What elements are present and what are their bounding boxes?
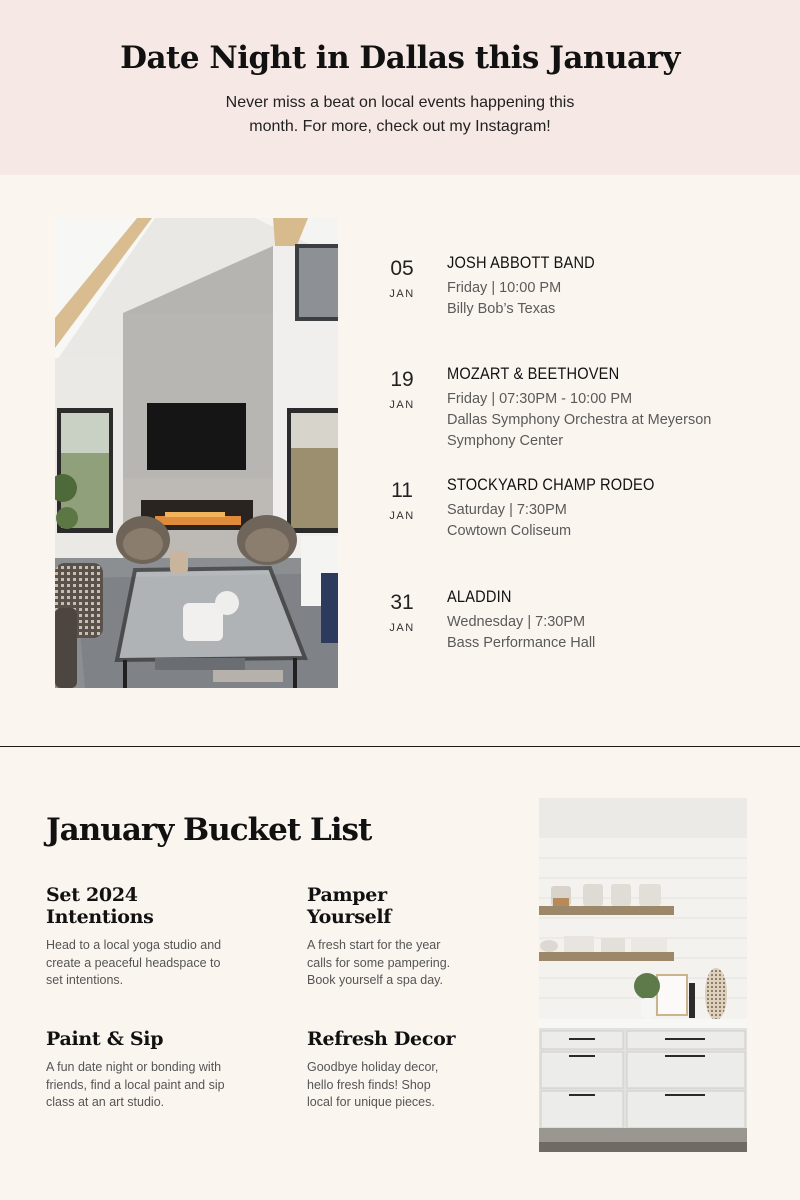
event-day: 05 [390, 257, 414, 280]
event-time: Friday | 07:30PM - 10:00 PM [447, 391, 633, 407]
living-room-photo [55, 218, 338, 688]
section-divider [0, 746, 800, 747]
bucket-item-title: Refresh Decor [307, 1028, 456, 1050]
bucket-item [307, 884, 487, 990]
kitchen-photo [539, 798, 747, 1152]
event-time: Wednesday | 7:30PM [447, 614, 586, 630]
page-subtitle: Never miss a beat on local events happening this month. For more, check out my Instagram! [225, 94, 575, 135]
event-month: JAN [389, 288, 415, 300]
event-day: 31 [390, 591, 414, 614]
bucket-list-title: January Bucket List [46, 812, 372, 848]
event-venue: Billy Bob’s Texas [447, 301, 556, 317]
bucket-item-desc: A fun date night or bonding with friends, find a local paint and sip class at an art studio. [46, 1060, 225, 1109]
bucket-item-title: Paint & Sip [46, 1028, 164, 1050]
event-day: 11 [391, 479, 413, 502]
event-month: JAN [389, 622, 415, 634]
bucket-item-title: Pamper Yourself [307, 884, 392, 928]
bucket-item [307, 1028, 487, 1112]
bucket-item-desc: Goodbye holiday decor, hello fresh finds! Shop local for unique pieces. [307, 1060, 439, 1109]
event-title: MOZART & BEETHOVEN [447, 364, 620, 383]
event-item[interactable] [385, 253, 785, 353]
event-venue: Dallas Symphony Orchestra at Meyerson Symphony Center [447, 412, 712, 449]
event-item[interactable] [385, 364, 785, 464]
event-time: Saturday | 7:30PM [447, 502, 567, 518]
bucket-item-desc: Head to a local yoga studio and create a peaceful headspace to set intentions. [46, 938, 222, 987]
event-item[interactable] [385, 587, 785, 687]
event-month: JAN [389, 399, 415, 411]
event-item[interactable] [385, 475, 785, 575]
bucket-item-desc: A fresh start for the year calls for some pampering. Book yourself a spa day. [307, 938, 451, 987]
bucket-item [46, 884, 226, 990]
event-month: JAN [389, 510, 415, 522]
bucket-item [46, 1028, 226, 1112]
event-time: Friday | 10:00 PM [447, 280, 562, 296]
bucket-item-title: Set 2024 Intentions [46, 884, 154, 928]
event-venue: Bass Performance Hall [447, 635, 596, 651]
page-title: Date Night in Dallas this January [120, 40, 680, 76]
event-title: STOCKYARD CHAMP RODEO [447, 475, 655, 494]
event-venue: Cowtown Coliseum [447, 523, 572, 539]
event-day: 19 [390, 368, 414, 391]
header-banner [0, 0, 800, 175]
event-title: ALADDIN [447, 587, 512, 606]
event-title: JOSH ABBOTT BAND [447, 253, 595, 272]
